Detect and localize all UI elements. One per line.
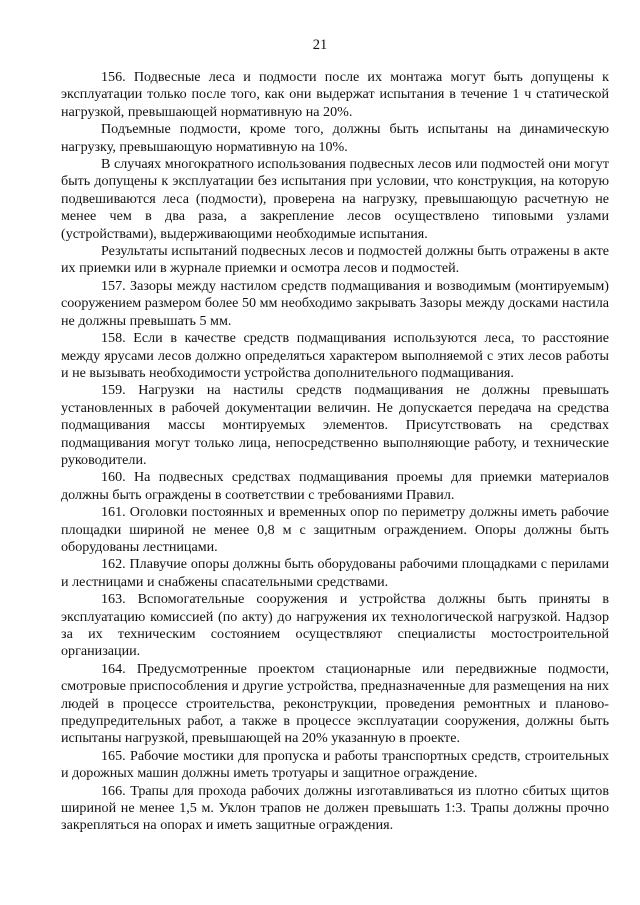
paragraph-repeated-use: В случаях многократного использования подвесных лесов или подмостей они могут быть допущены к эксплуатации без испытания при условии, что конструкция, на которую подвешиваются леса (подмости), проверена на нагрузку, превышающую расчетную не менее чем в два раза, а закрепление лесов осуществлено типовыми узлами (устройствами), выдерживающими необходимые испытания. [61, 156, 609, 242]
paragraph-159: 159. Нагрузки на настилы средств подмащивания не должны превышать установленных в рабочей документации величин. Не допускается передача на средства подмащивания массы монтируемых элементов. Присутствовать на средствах подмащивания могут только лица, непосредственно выполняющие работу, и технические руководители. [61, 382, 609, 468]
paragraph-test-results: Результаты испытаний подвесных лесов и подмостей должны быть отражены в акте их приемки или в журнале приемки и осмотра лесов и подмостей. [61, 243, 609, 277]
paragraph-163: 163. Вспомогательные сооружения и устройства должны быть приняты в эксплуатацию комиссией (по акту) до нагружения их технологической нагрузкой. Надзор за их техническим состоянием осуществляют специалисты мостостроительной организации. [61, 591, 609, 660]
paragraph-157: 157. Зазоры между настилом средств подмащивания и возводимым (монтируемым) сооружением размером более 50 мм необходимо закрывать Зазоры между досками настила не должны превышать 5 мм. [61, 277, 609, 329]
paragraph-166: 166. Трапы для прохода рабочих должны изготавливаться из плотно сбитых щитов шириной не менее 1,5 м. Уклон трапов не должен превышать 1:3. Трапы должны прочно закрепляться на опорах и иметь защитные ограждения. [61, 782, 609, 834]
page-number: 21 [312, 37, 328, 53]
paragraph-160: 160. На подвесных средствах подмащивания проемы для приемки материалов должны быть ограждены в соответствии с требованиями Правил. [61, 469, 609, 503]
paragraph-158: 158. Если в качестве средств подмащивания используются леса, то расстояние между ярусами лесов должно определяться характером выполняемой с этих лесов работы и не вызывать необходимости устройства дополнительного подмащивания. [61, 330, 609, 381]
paragraph-165: 165. Рабочие мостики для пропуска и работы транспортных средств, строительных и дорожных машин должны иметь тротуары и защитное ограждение. [61, 747, 609, 782]
paragraph-lifting-platforms: Подъемные подмости, кроме того, должны быть испытаны на динамическую нагрузку, превышающую нормативную на 10%. [61, 121, 609, 155]
document-body [61, 69, 609, 835]
paragraph-161: 161. Оголовки постоянных и временных опор по периметру должны иметь рабочие площадки шириной не менее 0,8 м с защитным ограждением. Опоры должны быть оборудованы лестницами. [61, 504, 609, 555]
paragraph-164: 164. Предусмотренные проектом стационарные или передвижные подмости, смотровые приспособления и другие устройства, предназначенные для размещения на них людей в процессе строительства, реконструкции, проведения ремонтных и планово-предупредительных работ, а также в процессе эксплуатации сооружения, должны быть испытаны нагрузкой, превышающей на 20% указанную в проекте. [61, 660, 609, 747]
paragraph-162: 162. Плавучие опоры должны быть оборудованы рабочими площадками с перилами и лестницами и снабжены спасательными средствами. [61, 556, 609, 590]
paragraph-156: 156. Подвесные леса и подмости после их монтажа могут быть допущены к эксплуатации только после того, как они выдержат испытания в течение 1 ч статической нагрузкой, превышающей нормативную на 20%. [61, 69, 609, 120]
